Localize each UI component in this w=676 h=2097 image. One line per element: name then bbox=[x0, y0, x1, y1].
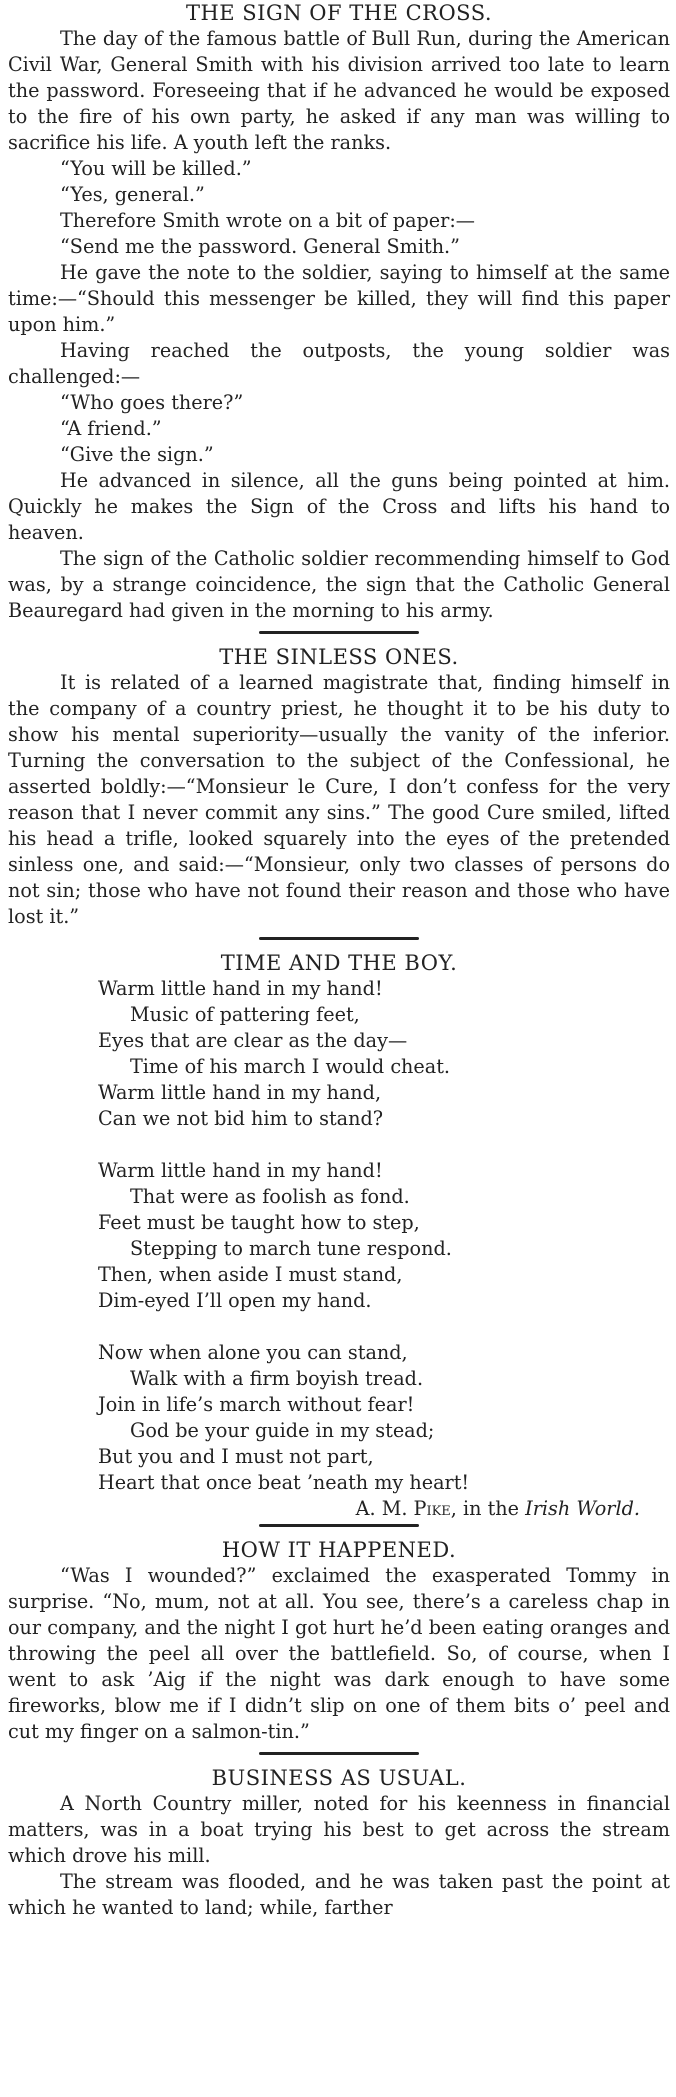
poem-line: Music of pattering feet, bbox=[130, 1003, 360, 1026]
poem-line: Dim-eyed I’ll open my hand. bbox=[98, 1289, 372, 1312]
section-title-business-as-usual: BUSINESS AS USUAL. bbox=[211, 1766, 467, 1790]
section-divider bbox=[259, 631, 419, 634]
poem-line: Warm little hand in my hand! bbox=[98, 977, 383, 1000]
section-paragraph: The day of the famous battle of Bull Run, during the American Civil War, General Smith with his division arrived too late to learn the password. Foreseeing that if he advanced he would be exposed to the fire of his own party, he asked if any man was willing to sacrifice his life. A youth left the ranks. bbox=[8, 27, 670, 154]
poem-attribution bbox=[8, 1496, 670, 1522]
poem-line: Then, when aside I must stand, bbox=[98, 1263, 403, 1286]
poem-line: Time of his march I would cheat. bbox=[130, 1055, 451, 1078]
section-divider bbox=[259, 1752, 419, 1755]
dialogue-line: “Give the sign.” bbox=[60, 443, 214, 466]
section-divider bbox=[259, 1524, 419, 1527]
section-body-sign-of-the-cross bbox=[8, 26, 670, 624]
poem-line: Eyes that are clear as the day— bbox=[98, 1029, 408, 1052]
section-paragraph: The sign of the Catholic soldier recommending himself to God was, by a strange coincidence, the sign that the Catholic General Beauregard had given in the morning to his army. bbox=[8, 547, 670, 622]
section-title-sinless-ones: THE SINLESS ONES. bbox=[219, 645, 459, 669]
dialogue-line: “A friend.” bbox=[60, 417, 162, 440]
section-paragraph: The stream was flooded, and he was taken past the point at which he wanted to land; while, farther bbox=[8, 1870, 670, 1919]
poem-line: Heart that once beat ’neath my heart! bbox=[98, 1471, 470, 1494]
poem-line: Join in life’s march without fear! bbox=[98, 1393, 415, 1416]
section-divider bbox=[259, 937, 419, 940]
poem-line: Stepping to march tune respond. bbox=[130, 1237, 452, 1260]
stanza-gap bbox=[98, 1132, 670, 1158]
section-paragraph: A North Country miller, noted for his keenness in financial matters, was in a boat trying his best to get across the stream which drove his mill. bbox=[8, 1792, 670, 1867]
poem-attribution-in: in the bbox=[463, 1497, 520, 1520]
section-title-sign-of-the-cross: THE SIGN OF THE CROSS. bbox=[185, 1, 493, 25]
poem-body bbox=[8, 976, 670, 1496]
poem-title: TIME AND THE BOY. bbox=[220, 951, 458, 975]
section-paragraph: He advanced in silence, all the guns being pointed at him. Quickly he makes the Sign of the Cross and lifts his hand to heaven. bbox=[8, 469, 670, 544]
poem-line: Feet must be taught how to step, bbox=[98, 1211, 420, 1234]
dialogue-line: “You will be killed.” bbox=[60, 157, 252, 180]
poem-line: Warm little hand in my hand, bbox=[98, 1081, 382, 1104]
dialogue-line: “Yes, general.” bbox=[60, 183, 205, 206]
poem-line: But you and I must not part, bbox=[98, 1445, 374, 1468]
section-body-sinless-ones bbox=[8, 670, 670, 930]
stanza-gap bbox=[98, 1314, 670, 1340]
section-title-how-it-happened: HOW IT HAPPENED. bbox=[221, 1538, 457, 1562]
dialogue-line: “Who goes there?” bbox=[60, 391, 244, 414]
section-paragraph: Having reached the outposts, the young soldier was challenged:— bbox=[8, 339, 670, 388]
section-paragraph: “Was I wounded?” exclaimed the exasperated Tommy in surprise. “No, mum, not at all. You see, there’s a careless chap in our company, and the night I got hurt he’d been eating oranges and throwing the peel all over the battlefield. So, of course, when I went to ask ’Aig if the night was dark enough to have some fireworks, blow me if I didn’t slip on one of them bits o’ peel and cut my finger on a salmon-tin.” bbox=[8, 1564, 670, 1743]
section-paragraph: It is related of a learned magistrate that, finding himself in the company of a country priest, he thought it to be his duty to show his mental superiority—usually the vanity of the inferior. Turning the conversation to the subject of the Confessional, he asserted boldly:—“Monsieur le Cure, I don’t confess for the very reason that I never commit any sins.” The good Cure smiled, lifted his head a trifle, looked squarely into the eyes of the pretended sinless one, and said:—“Monsieur, only two classes of persons do not sin; those who have not found their reason and those who have lost it.” bbox=[8, 671, 670, 928]
poem-line: Walk with a firm boyish tread. bbox=[130, 1367, 424, 1390]
poem-line: Now when alone you can stand, bbox=[98, 1341, 408, 1364]
poem-line: That were as foolish as fond. bbox=[130, 1185, 410, 1208]
poem-line: Warm little hand in my hand! bbox=[98, 1159, 383, 1182]
poem-source: Irish World. bbox=[525, 1497, 640, 1520]
dialogue-line: Therefore Smith wrote on a bit of paper:— bbox=[60, 209, 475, 232]
poem-line: God be your guide in my stead; bbox=[130, 1419, 435, 1442]
poem-line: Can we not bid him to stand? bbox=[98, 1107, 384, 1130]
dialogue-line: “Send me the password. General Smith.” bbox=[60, 235, 460, 258]
poem-author: A. M. Pike, bbox=[355, 1497, 457, 1520]
section-paragraph: He gave the note to the soldier, saying to himself at the same time:—“Should this messenger be killed, they will find this paper upon him.” bbox=[8, 261, 670, 336]
